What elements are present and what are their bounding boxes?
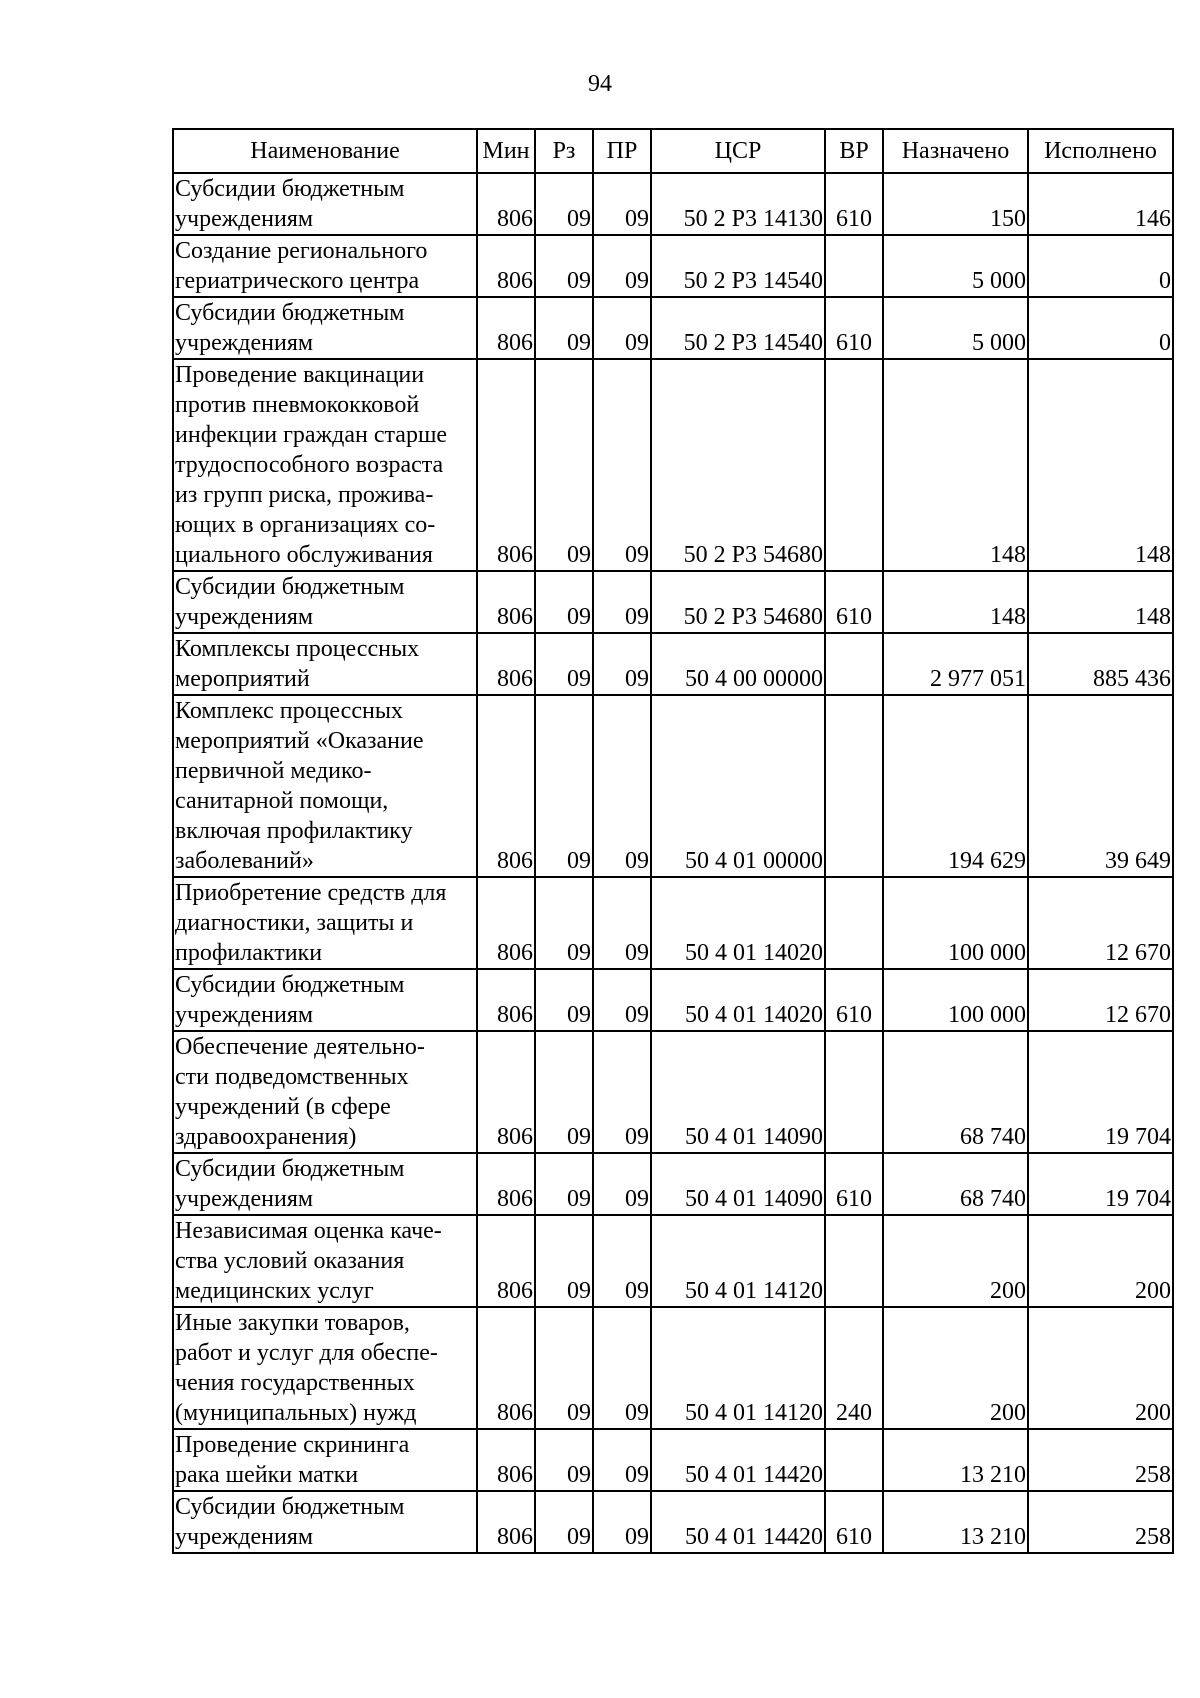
table-row [173,1153,1173,1215]
cell-min: 806 [477,235,535,297]
cell-name-line: Обеспечение деятельно- [175,1034,425,1060]
cell-min: 806 [477,969,535,1031]
cell-csr: 50 2 Р3 14540 [651,297,825,359]
table-row [173,1429,1173,1491]
cell-vr: 610 [825,173,883,235]
cell-name-line: учреждениям [175,330,314,356]
header-executed: Исполнено [1028,129,1173,173]
cell-name-line: Субсидии бюджетным [175,972,405,998]
cell-name-line: Субсидии бюджетным [175,1494,405,1520]
cell-assigned: 100 000 [883,969,1028,1031]
cell-rz: 09 [535,359,593,571]
cell-assigned: 148 [883,359,1028,571]
cell-executed: 19 704 [1028,1031,1173,1153]
cell-name-line: рака шейки матки [175,1462,359,1488]
cell-pr: 09 [593,571,651,633]
cell-assigned: 150 [883,173,1028,235]
cell-csr: 50 2 Р3 14540 [651,235,825,297]
header-min: Мин [477,129,535,173]
cell-min: 806 [477,359,535,571]
cell-pr: 09 [593,173,651,235]
table-body [173,173,1173,1553]
cell-csr: 50 4 01 14420 [651,1429,825,1491]
cell-name-line: учреждениям [175,604,314,630]
cell-vr [825,1429,883,1491]
cell-executed: 258 [1028,1429,1173,1491]
header-name: Наименование [173,129,477,173]
cell-name-line: против пневмококковой [175,392,420,418]
cell-name [173,571,477,633]
cell-csr: 50 4 01 00000 [651,695,825,877]
cell-rz: 09 [535,571,593,633]
cell-name-line: чения государственных [175,1370,415,1396]
cell-pr: 09 [593,969,651,1031]
cell-rz: 09 [535,1491,593,1553]
cell-min: 806 [477,571,535,633]
cell-name [173,1307,477,1429]
cell-pr: 09 [593,1491,651,1553]
cell-name [173,633,477,695]
page-number: 94 [588,71,612,97]
table-row [173,877,1173,969]
cell-csr: 50 4 01 14420 [651,1491,825,1553]
cell-min: 806 [477,297,535,359]
cell-name-line: включая профилактику [175,818,413,844]
cell-vr [825,695,883,877]
cell-executed: 148 [1028,359,1173,571]
cell-assigned: 5 000 [883,235,1028,297]
cell-rz: 09 [535,969,593,1031]
cell-name-line: Иные закупки товаров, [175,1310,410,1336]
cell-name-line: Независимая оценка каче- [175,1218,442,1244]
cell-vr: 610 [825,1153,883,1215]
cell-name [173,1215,477,1307]
cell-vr: 240 [825,1307,883,1429]
header-assigned: Назначено [883,129,1028,173]
cell-name [173,297,477,359]
cell-min: 806 [477,633,535,695]
cell-vr [825,1031,883,1153]
cell-rz: 09 [535,1215,593,1307]
cell-executed: 258 [1028,1491,1173,1553]
cell-executed: 0 [1028,297,1173,359]
cell-pr: 09 [593,1031,651,1153]
header-pr: ПР [593,129,651,173]
cell-assigned: 200 [883,1307,1028,1429]
cell-pr: 09 [593,633,651,695]
cell-csr: 50 4 01 14020 [651,877,825,969]
budget-table [172,128,1174,1554]
cell-assigned: 13 210 [883,1491,1028,1553]
cell-executed: 148 [1028,571,1173,633]
table-row [173,297,1173,359]
cell-executed: 39 649 [1028,695,1173,877]
cell-name-line: Проведение скрининга [175,1432,410,1458]
cell-executed: 19 704 [1028,1153,1173,1215]
cell-pr: 09 [593,359,651,571]
cell-assigned: 68 740 [883,1031,1028,1153]
cell-name-line: Проведение вакцинации [175,362,425,388]
cell-rz: 09 [535,1429,593,1491]
cell-assigned: 148 [883,571,1028,633]
cell-csr: 50 4 01 14090 [651,1031,825,1153]
cell-min: 806 [477,1031,535,1153]
cell-executed: 200 [1028,1215,1173,1307]
cell-executed: 12 670 [1028,969,1173,1031]
cell-name-line: учреждений (в сфере [175,1094,391,1120]
header-csr: ЦСР [651,129,825,173]
cell-rz: 09 [535,297,593,359]
cell-vr [825,1215,883,1307]
cell-assigned: 2 977 051 [883,633,1028,695]
table-row [173,1307,1173,1429]
cell-pr: 09 [593,1429,651,1491]
cell-rz: 09 [535,1153,593,1215]
cell-pr: 09 [593,235,651,297]
cell-vr [825,359,883,571]
cell-vr: 610 [825,571,883,633]
table-row [173,1031,1173,1153]
table-row [173,969,1173,1031]
cell-name-line: Создание регионального [175,238,428,264]
cell-name [173,695,477,877]
cell-csr: 50 4 01 14120 [651,1215,825,1307]
cell-min: 806 [477,173,535,235]
cell-csr: 50 2 Р3 14130 [651,173,825,235]
cell-name [173,359,477,571]
cell-name-line: работ и услуг для обеспе- [175,1340,438,1366]
cell-min: 806 [477,1429,535,1491]
cell-pr: 09 [593,1153,651,1215]
cell-name-line: медицинских услуг [175,1278,374,1304]
cell-name-line: Субсидии бюджетным [175,176,405,202]
cell-name-line: первичной медико- [175,758,372,784]
cell-min: 806 [477,1307,535,1429]
table-row [173,633,1173,695]
cell-rz: 09 [535,877,593,969]
cell-vr: 610 [825,969,883,1031]
cell-vr [825,235,883,297]
cell-name [173,1153,477,1215]
cell-pr: 09 [593,695,651,877]
cell-assigned: 194 629 [883,695,1028,877]
cell-name-line: заболеваний» [175,848,314,874]
cell-vr [825,877,883,969]
cell-name-line: учреждениям [175,1186,314,1212]
cell-name [173,235,477,297]
table-row [173,235,1173,297]
cell-name-line: из групп риска, прожива- [175,482,434,508]
cell-executed: 200 [1028,1307,1173,1429]
table-row [173,359,1173,571]
cell-name-line: учреждениям [175,1524,314,1550]
cell-min: 806 [477,1215,535,1307]
cell-name-line: Комплексы процессных [175,636,420,662]
cell-pr: 09 [593,1215,651,1307]
cell-name [173,1031,477,1153]
cell-name [173,877,477,969]
cell-vr [825,633,883,695]
cell-name-line: Комплекс процессных [175,698,403,724]
table-row [173,1491,1173,1553]
cell-executed: 12 670 [1028,877,1173,969]
cell-assigned: 13 210 [883,1429,1028,1491]
cell-pr: 09 [593,1307,651,1429]
cell-rz: 09 [535,173,593,235]
cell-pr: 09 [593,297,651,359]
cell-name-line: ства условий оказания [175,1248,405,1274]
cell-csr: 50 2 Р3 54680 [651,571,825,633]
cell-executed: 0 [1028,235,1173,297]
cell-name [173,1491,477,1553]
cell-assigned: 68 740 [883,1153,1028,1215]
table-row [173,173,1173,235]
cell-name-line: сти подведомственных [175,1064,409,1090]
cell-name [173,969,477,1031]
cell-rz: 09 [535,1307,593,1429]
cell-vr: 610 [825,297,883,359]
cell-assigned: 200 [883,1215,1028,1307]
cell-name-line: профилактики [175,940,323,966]
cell-name-line: (муниципальных) нужд [175,1400,417,1426]
cell-name-line: мероприятий [175,666,310,692]
cell-name-line: гериатрического центра [175,268,420,294]
cell-name-line: учреждениям [175,206,314,232]
cell-executed: 146 [1028,173,1173,235]
cell-csr: 50 2 Р3 54680 [651,359,825,571]
header-vr: ВР [825,129,883,173]
cell-min: 806 [477,1491,535,1553]
cell-min: 806 [477,1153,535,1215]
cell-vr: 610 [825,1491,883,1553]
cell-name-line: Приобретение средств для [175,880,447,906]
cell-name-line: учреждениям [175,1002,314,1028]
cell-name [173,1429,477,1491]
cell-rz: 09 [535,695,593,877]
cell-name-line: Субсидии бюджетным [175,574,405,600]
cell-name-line: трудоспособного возраста [175,452,444,478]
cell-name-line: здравоохранения) [175,1124,357,1150]
table-header-row [173,129,1173,173]
cell-assigned: 100 000 [883,877,1028,969]
table-row [173,571,1173,633]
cell-name-line: циального обслуживания [175,542,433,568]
cell-csr: 50 4 01 14020 [651,969,825,1031]
cell-executed: 885 436 [1028,633,1173,695]
cell-min: 806 [477,695,535,877]
cell-name-line: Субсидии бюджетным [175,300,405,326]
cell-csr: 50 4 01 14120 [651,1307,825,1429]
table-row [173,695,1173,877]
cell-name-line: инфекции граждан старше [175,422,448,448]
cell-min: 806 [477,877,535,969]
cell-name-line: мероприятий «Оказание [175,728,424,754]
cell-pr: 09 [593,877,651,969]
cell-assigned: 5 000 [883,297,1028,359]
cell-name-line: Субсидии бюджетным [175,1156,405,1182]
cell-csr: 50 4 01 14090 [651,1153,825,1215]
cell-rz: 09 [535,1031,593,1153]
table-row [173,1215,1173,1307]
cell-name-line: санитарной помощи, [175,788,389,814]
cell-name [173,173,477,235]
cell-csr: 50 4 00 00000 [651,633,825,695]
header-rz: Рз [535,129,593,173]
cell-rz: 09 [535,235,593,297]
cell-rz: 09 [535,633,593,695]
cell-name-line: ющих в организациях со- [175,512,436,538]
cell-name-line: диагностики, защиты и [175,910,414,936]
